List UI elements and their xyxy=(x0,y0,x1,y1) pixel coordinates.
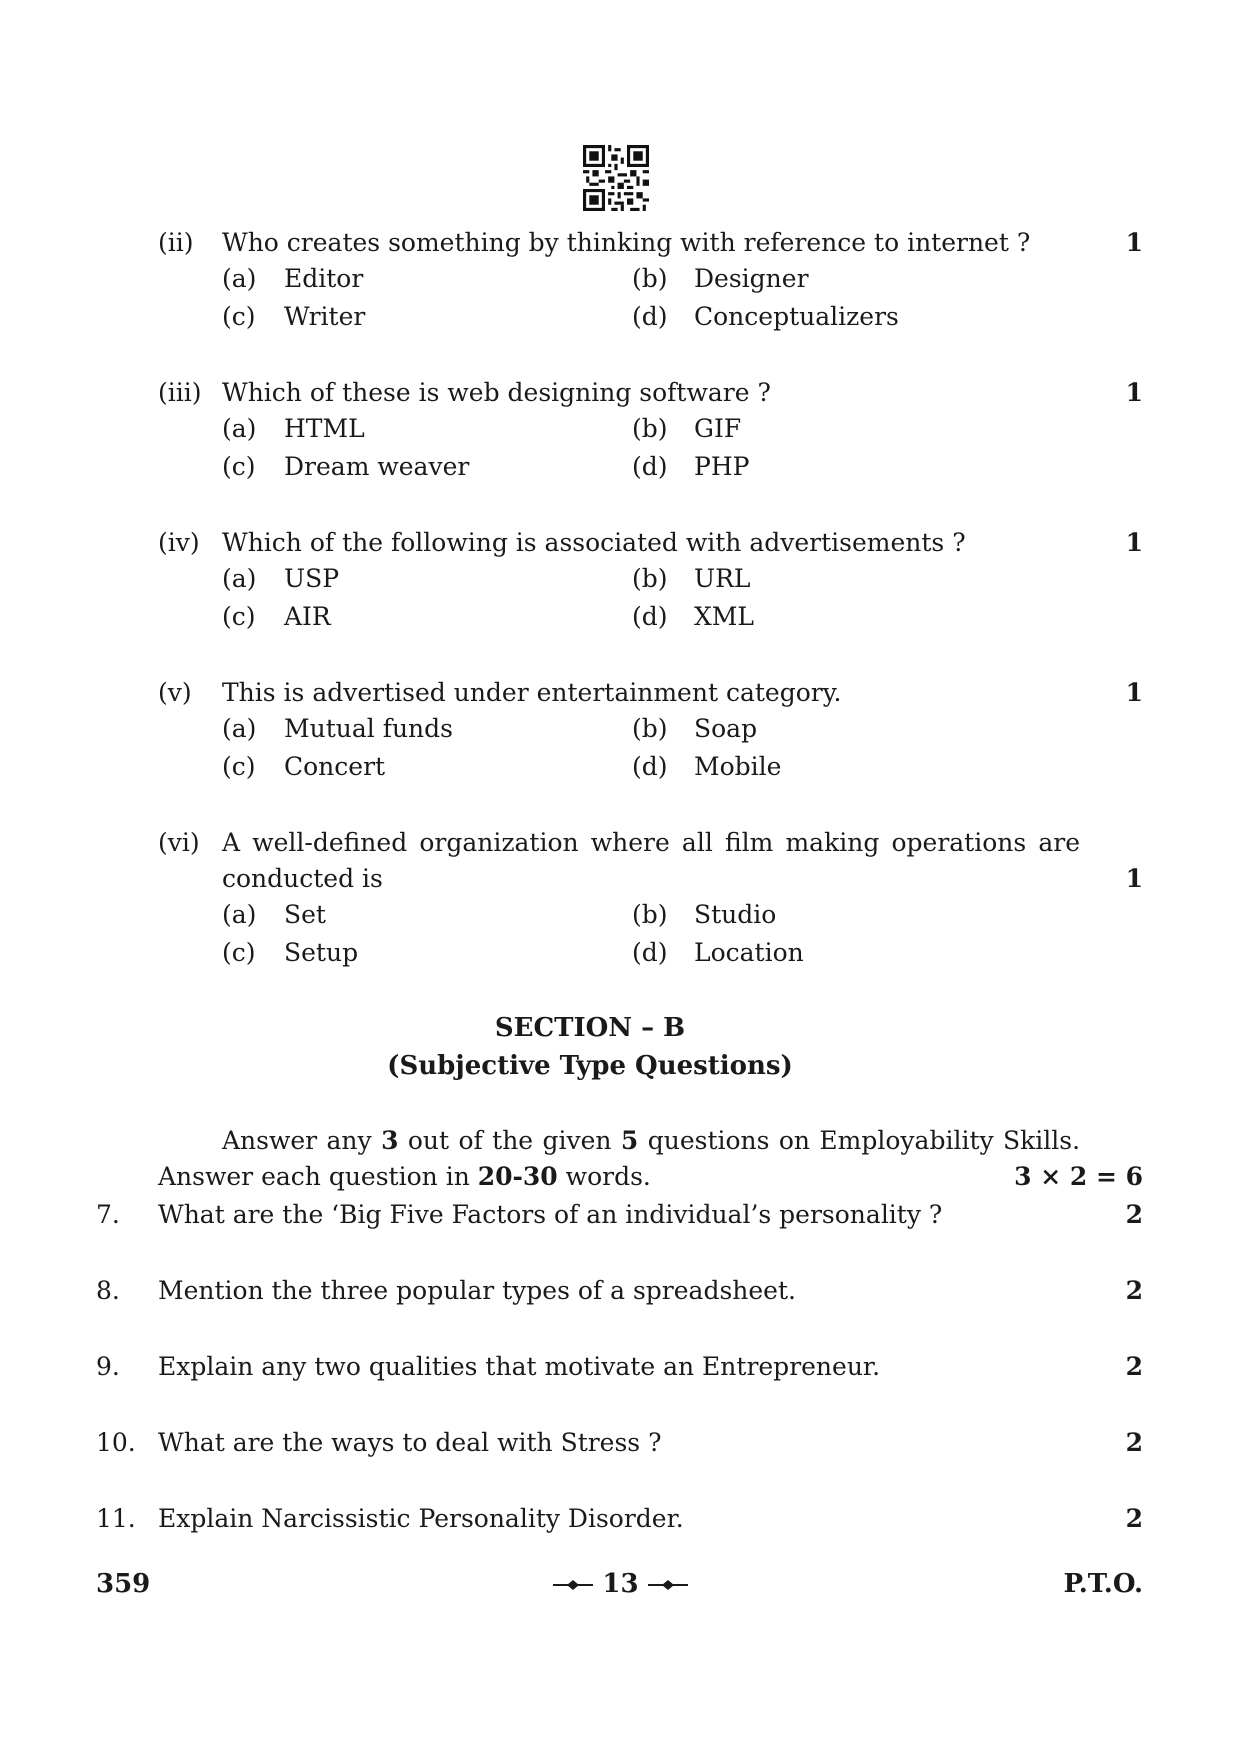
instruction-word: any xyxy=(326,1126,372,1155)
question-marks: 1 xyxy=(1125,528,1143,557)
option-text: AIR xyxy=(284,602,331,631)
instruction-word: the xyxy=(492,1126,534,1155)
option-text: HTML xyxy=(284,414,365,443)
question-number: (vi) xyxy=(158,828,200,857)
question-number: (ii) xyxy=(158,228,194,257)
option-text: GIF xyxy=(694,414,742,443)
option-text: Soap xyxy=(694,714,758,743)
option-text: Setup xyxy=(284,938,359,967)
option-text: Location xyxy=(694,938,804,967)
option-text: Dream weaver xyxy=(284,452,470,481)
question-text: Explain any two qualities that motivate an Entrepreneur. xyxy=(158,1352,881,1381)
paper-code: 359 xyxy=(96,1569,151,1599)
question-number: 7. xyxy=(96,1200,120,1229)
question-marks: 2 xyxy=(1125,1428,1143,1457)
option-text: URL xyxy=(694,564,751,593)
instruction-word: questions xyxy=(647,1126,770,1155)
section-title: SECTION – B xyxy=(494,1013,686,1043)
question-number: 10. xyxy=(96,1428,136,1457)
section-instruction-line1 xyxy=(222,1126,1080,1156)
option-text: Mobile xyxy=(694,752,782,781)
option-key: (a) xyxy=(222,414,257,443)
question-text: This is advertised under entertainment category. xyxy=(222,678,842,707)
question-text-line1: A well-defined organization where all film making operations are xyxy=(222,828,1080,857)
option-key: (a) xyxy=(222,900,257,929)
option-key: (c) xyxy=(222,752,256,781)
question-marks: 2 xyxy=(1125,1200,1143,1229)
option-text: Studio xyxy=(694,900,777,929)
question-marks: 2 xyxy=(1125,1276,1143,1305)
option-text: PHP xyxy=(694,452,750,481)
instruction-word-count: 20-30 xyxy=(477,1162,558,1191)
question-text: Which of these is web designing software ? xyxy=(222,378,771,407)
pto-label: P.T.O. xyxy=(1063,1569,1143,1599)
question-number: (v) xyxy=(158,678,192,707)
instruction-word: on xyxy=(778,1126,811,1155)
option-key: (c) xyxy=(222,602,256,631)
question-marks: 1 xyxy=(1125,864,1143,893)
option-key: (a) xyxy=(222,264,257,293)
instruction-word: of xyxy=(458,1126,483,1155)
option-key: (a) xyxy=(222,714,257,743)
question-text: Explain Narcissistic Personality Disorder. xyxy=(158,1504,684,1533)
option-key: (c) xyxy=(222,938,256,967)
question-text: What are the ‘Big Five Factors of an individual’s personality ? xyxy=(158,1200,943,1229)
question-text-line2: conducted is xyxy=(222,864,383,893)
question-marks: 1 xyxy=(1125,378,1143,407)
option-key: (d) xyxy=(632,752,668,781)
option-text: Set xyxy=(284,900,326,929)
page-number-group xyxy=(0,1568,1241,1600)
page-number: 13 xyxy=(602,1569,639,1599)
option-text: Designer xyxy=(694,264,809,293)
qr-code-icon xyxy=(583,145,649,211)
option-key: (b) xyxy=(632,900,668,929)
option-key: (d) xyxy=(632,938,668,967)
question-number: (iii) xyxy=(158,378,202,407)
question-number: (iv) xyxy=(158,528,200,557)
option-key: (d) xyxy=(632,452,668,481)
ornament-left-icon xyxy=(553,1578,593,1592)
option-key: (b) xyxy=(632,714,668,743)
question-text: Which of the following is associated with advertisements ? xyxy=(222,528,966,557)
question-marks: 1 xyxy=(1125,678,1143,707)
question-text: What are the ways to deal with Stress ? xyxy=(158,1428,662,1457)
instruction-word: 3 xyxy=(381,1126,399,1155)
instruction-word: Employability xyxy=(819,1126,994,1155)
question-text: Mention the three popular types of a spreadsheet. xyxy=(158,1276,796,1305)
question-number: 8. xyxy=(96,1276,120,1305)
option-key: (d) xyxy=(632,602,668,631)
instruction-word: Answer xyxy=(222,1126,318,1155)
section-instruction-line2 xyxy=(158,1162,651,1192)
ornament-right-icon xyxy=(648,1578,688,1592)
question-number: 9. xyxy=(96,1352,120,1381)
question-text: Who creates something by thinking with reference to internet ? xyxy=(222,228,1031,257)
question-marks: 2 xyxy=(1125,1504,1143,1533)
question-marks: 1 xyxy=(1125,228,1143,257)
option-text: Conceptualizers xyxy=(694,302,899,331)
question-marks: 2 xyxy=(1125,1352,1143,1381)
option-key: (b) xyxy=(632,564,668,593)
option-key: (b) xyxy=(632,264,668,293)
instruction-text: Answer each question in xyxy=(158,1162,478,1191)
option-key: (c) xyxy=(222,302,256,331)
option-text: Concert xyxy=(284,752,386,781)
section-subtitle: (Subjective Type Questions) xyxy=(387,1051,793,1081)
option-text: XML xyxy=(694,602,754,631)
instruction-word: given xyxy=(542,1126,612,1155)
option-key: (c) xyxy=(222,452,256,481)
option-text: Mutual funds xyxy=(284,714,453,743)
option-key: (d) xyxy=(632,302,668,331)
section-marks: 3 × 2 = 6 xyxy=(1014,1162,1143,1191)
option-key: (b) xyxy=(632,414,668,443)
option-text: USP xyxy=(284,564,340,593)
instruction-word: out xyxy=(407,1126,450,1155)
instruction-text: words. xyxy=(557,1162,651,1191)
option-key: (a) xyxy=(222,564,257,593)
option-text: Writer xyxy=(284,302,366,331)
question-number: 11. xyxy=(96,1504,136,1533)
instruction-word: 5 xyxy=(620,1126,639,1155)
instruction-word: Skills. xyxy=(1003,1126,1081,1155)
option-text: Editor xyxy=(284,264,364,293)
